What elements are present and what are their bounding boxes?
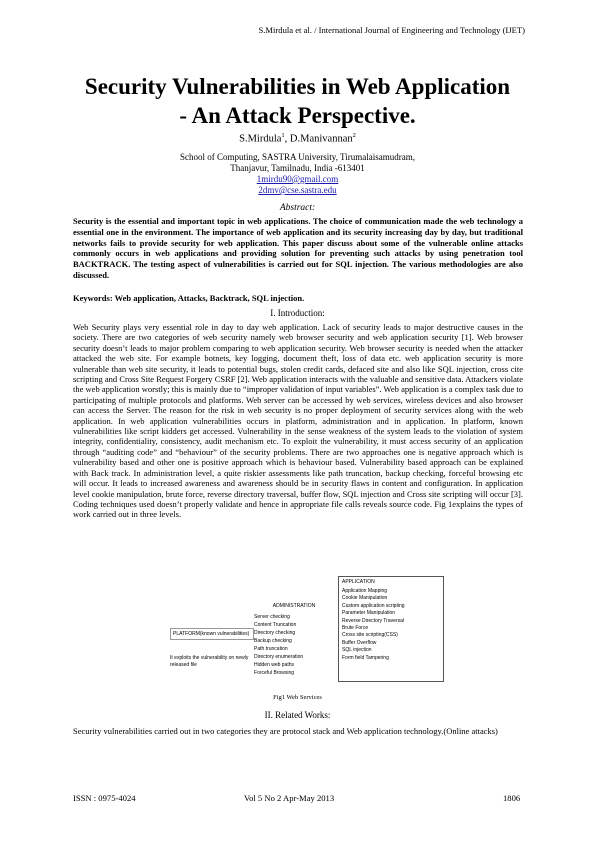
administration-item: Path truncation bbox=[254, 646, 288, 652]
keywords: Keywords: Web application, Attacks, Backtrack, SQL injection. bbox=[73, 293, 305, 303]
application-item: Cross site scripting(CSS) bbox=[342, 632, 398, 639]
section-2-body: Security vulnerabilities carried out in two categories they are protocol stack and Web application technology.(Online attacks) bbox=[73, 726, 498, 736]
author-list bbox=[40, 132, 555, 145]
email-link-1[interactable]: 1mirdu90@gmail.com bbox=[256, 174, 339, 184]
footer-page-number: 1806 bbox=[503, 793, 521, 803]
affiliation-line-1: School of Computing, SASTRA University, Tirumalaisamudram, bbox=[180, 152, 415, 162]
application-item: SQL injection bbox=[342, 647, 372, 654]
footer-volume: Vol 5 No 2 Apr-May 2013 bbox=[244, 793, 335, 803]
abstract-text: Security is the essential and important topic in web applications. The choice of communication made the web technology a essential one in the environment. The importance of web application and its security increasing day by day, but traditional networks fails to provide security for web application. This paper discuss about some of the vulnerable online attacks commonly occurs in web applications and providing solution for preventing such attacks by using penetration tool BACKTRACK. The testing aspect of vulnerabilities is carried out for SQL injection. The various methodologies are also discussed. bbox=[73, 216, 523, 280]
administration-item: Content Truncation bbox=[254, 622, 297, 628]
application-item: Application Mapping bbox=[342, 588, 388, 594]
application-item: Custom application scripting bbox=[342, 602, 405, 609]
administration-title: ADMINISTRATION bbox=[272, 603, 316, 609]
author-2-superscript: 2 bbox=[352, 132, 356, 139]
section-1-heading: I. Introduction: bbox=[270, 308, 325, 318]
paper-title bbox=[40, 72, 555, 130]
application-item: Reverse Directory Traversal bbox=[342, 617, 404, 624]
web-services-figure bbox=[160, 572, 445, 690]
application-item: Parameter Manipulation bbox=[342, 610, 396, 617]
title-line-1: Security Vulnerabilities in Web Application bbox=[84, 74, 511, 99]
figure-caption: Fig1 Web Services bbox=[273, 694, 322, 701]
author-1-superscript: 1 bbox=[281, 132, 285, 139]
author-2: D.Manivannan bbox=[289, 133, 353, 145]
section-1-body: Web Security plays very essential role in day to day web application. Lack of security leads to major destructive causes in the society. There are two categories of web security namely web browser security and web application security [1]. Web browser security doesn’t leads to major problem comparing to web application security. Web browser security is needed when the attacker attacked the web site. For example botnets, key logging, document theft, loss of data etc. web application security is more vulnerable than web site security, it leads to potential bugs, stolen credit cards, defaced site and also like SQL injection, cross cite scripting and Cross Site Request Forgery CSRF [2]. Web application interacts with the valuable and sensitive data. Attackers violate the web application worstly; this is mainly due to “improper validation of input variables”. Web application is a complex task due to participating of multiple protocols and platforms. Web server can be accessed by web services, wireless devices and also browser can access the Server. The reason for the risk in web security is no proper deployment of security services along with the web application. In web application vulnerabilities occurs in platform, administration and in application. In platform, known vulnerabilities like script kidders get accessed. Vulnerability in the sense weakness of the system leads to the violation of system integrity, confidentiality, consistency, audit mechanism etc. To exploit the vulnerability, it must access security of an application through “auditing code” and “behaviour” of the security problems. There are two approaches one is negative approach which is vulnerability based and other one is positive approach which is behaviour based. Vulnerability based approach can be explained with Back track. In administration level, a quite riskier assessments like path truncation, backup checking, forceful browsing etc will occur. It leads to increased awareness and awareness should be in security flaws in content and configuration. In application level cookie manipulation, brute force, reverse directory traversal, buffer flow, SQL injection and Cross site scripting will occur [3]. Coding techniques used doesn’t properly validate and hence in appropriate file calls reveals source code. Fig 1explains the types of work carried out in three levels. bbox=[73, 322, 523, 520]
abstract-heading: Abstract: bbox=[279, 203, 316, 213]
administration-item: Hidden web paths bbox=[254, 662, 295, 668]
affiliation bbox=[40, 152, 555, 196]
administration-item: Forceful Browsing bbox=[254, 670, 295, 676]
administration-item: Backup checking bbox=[254, 638, 292, 644]
application-list bbox=[342, 588, 440, 662]
application-item: Brute Force bbox=[342, 625, 369, 632]
platform-box bbox=[170, 628, 254, 640]
application-item: Form field Tampering bbox=[342, 654, 389, 661]
section-2-heading: II. Related Works: bbox=[264, 710, 331, 720]
platform-label: PLATFORM(known vulnerabilities) bbox=[173, 631, 250, 637]
affiliation-line-2: Thanjavur, Tamilnadu, India -613401 bbox=[230, 163, 365, 173]
administration-item: Server checking bbox=[254, 614, 290, 620]
application-item: Buffer Overflow bbox=[342, 639, 377, 646]
author-separator: , bbox=[284, 133, 290, 145]
administration-box bbox=[254, 602, 334, 677]
administration-item: Directory enumeration bbox=[254, 654, 304, 660]
email-link-2[interactable]: 2dmv@cse.sastra.edu bbox=[258, 185, 337, 195]
administration-item: Directory checking bbox=[254, 630, 296, 636]
application-box bbox=[338, 576, 444, 682]
platform-subtext: It exploits the vulnerability on newly released file bbox=[170, 655, 249, 668]
application-title: APPLICATION bbox=[342, 579, 375, 585]
footer-issn: ISSN : 0975-4024 bbox=[73, 793, 136, 803]
title-line-2: - An Attack Perspective. bbox=[179, 103, 416, 128]
application-item: Cookie Manipulation bbox=[342, 595, 388, 602]
author-1: S.Mirdula bbox=[239, 133, 282, 145]
running-head: S.Mirdula et al. / International Journal of Engineering and Technology (IJET) bbox=[258, 25, 525, 35]
administration-list bbox=[254, 613, 334, 677]
